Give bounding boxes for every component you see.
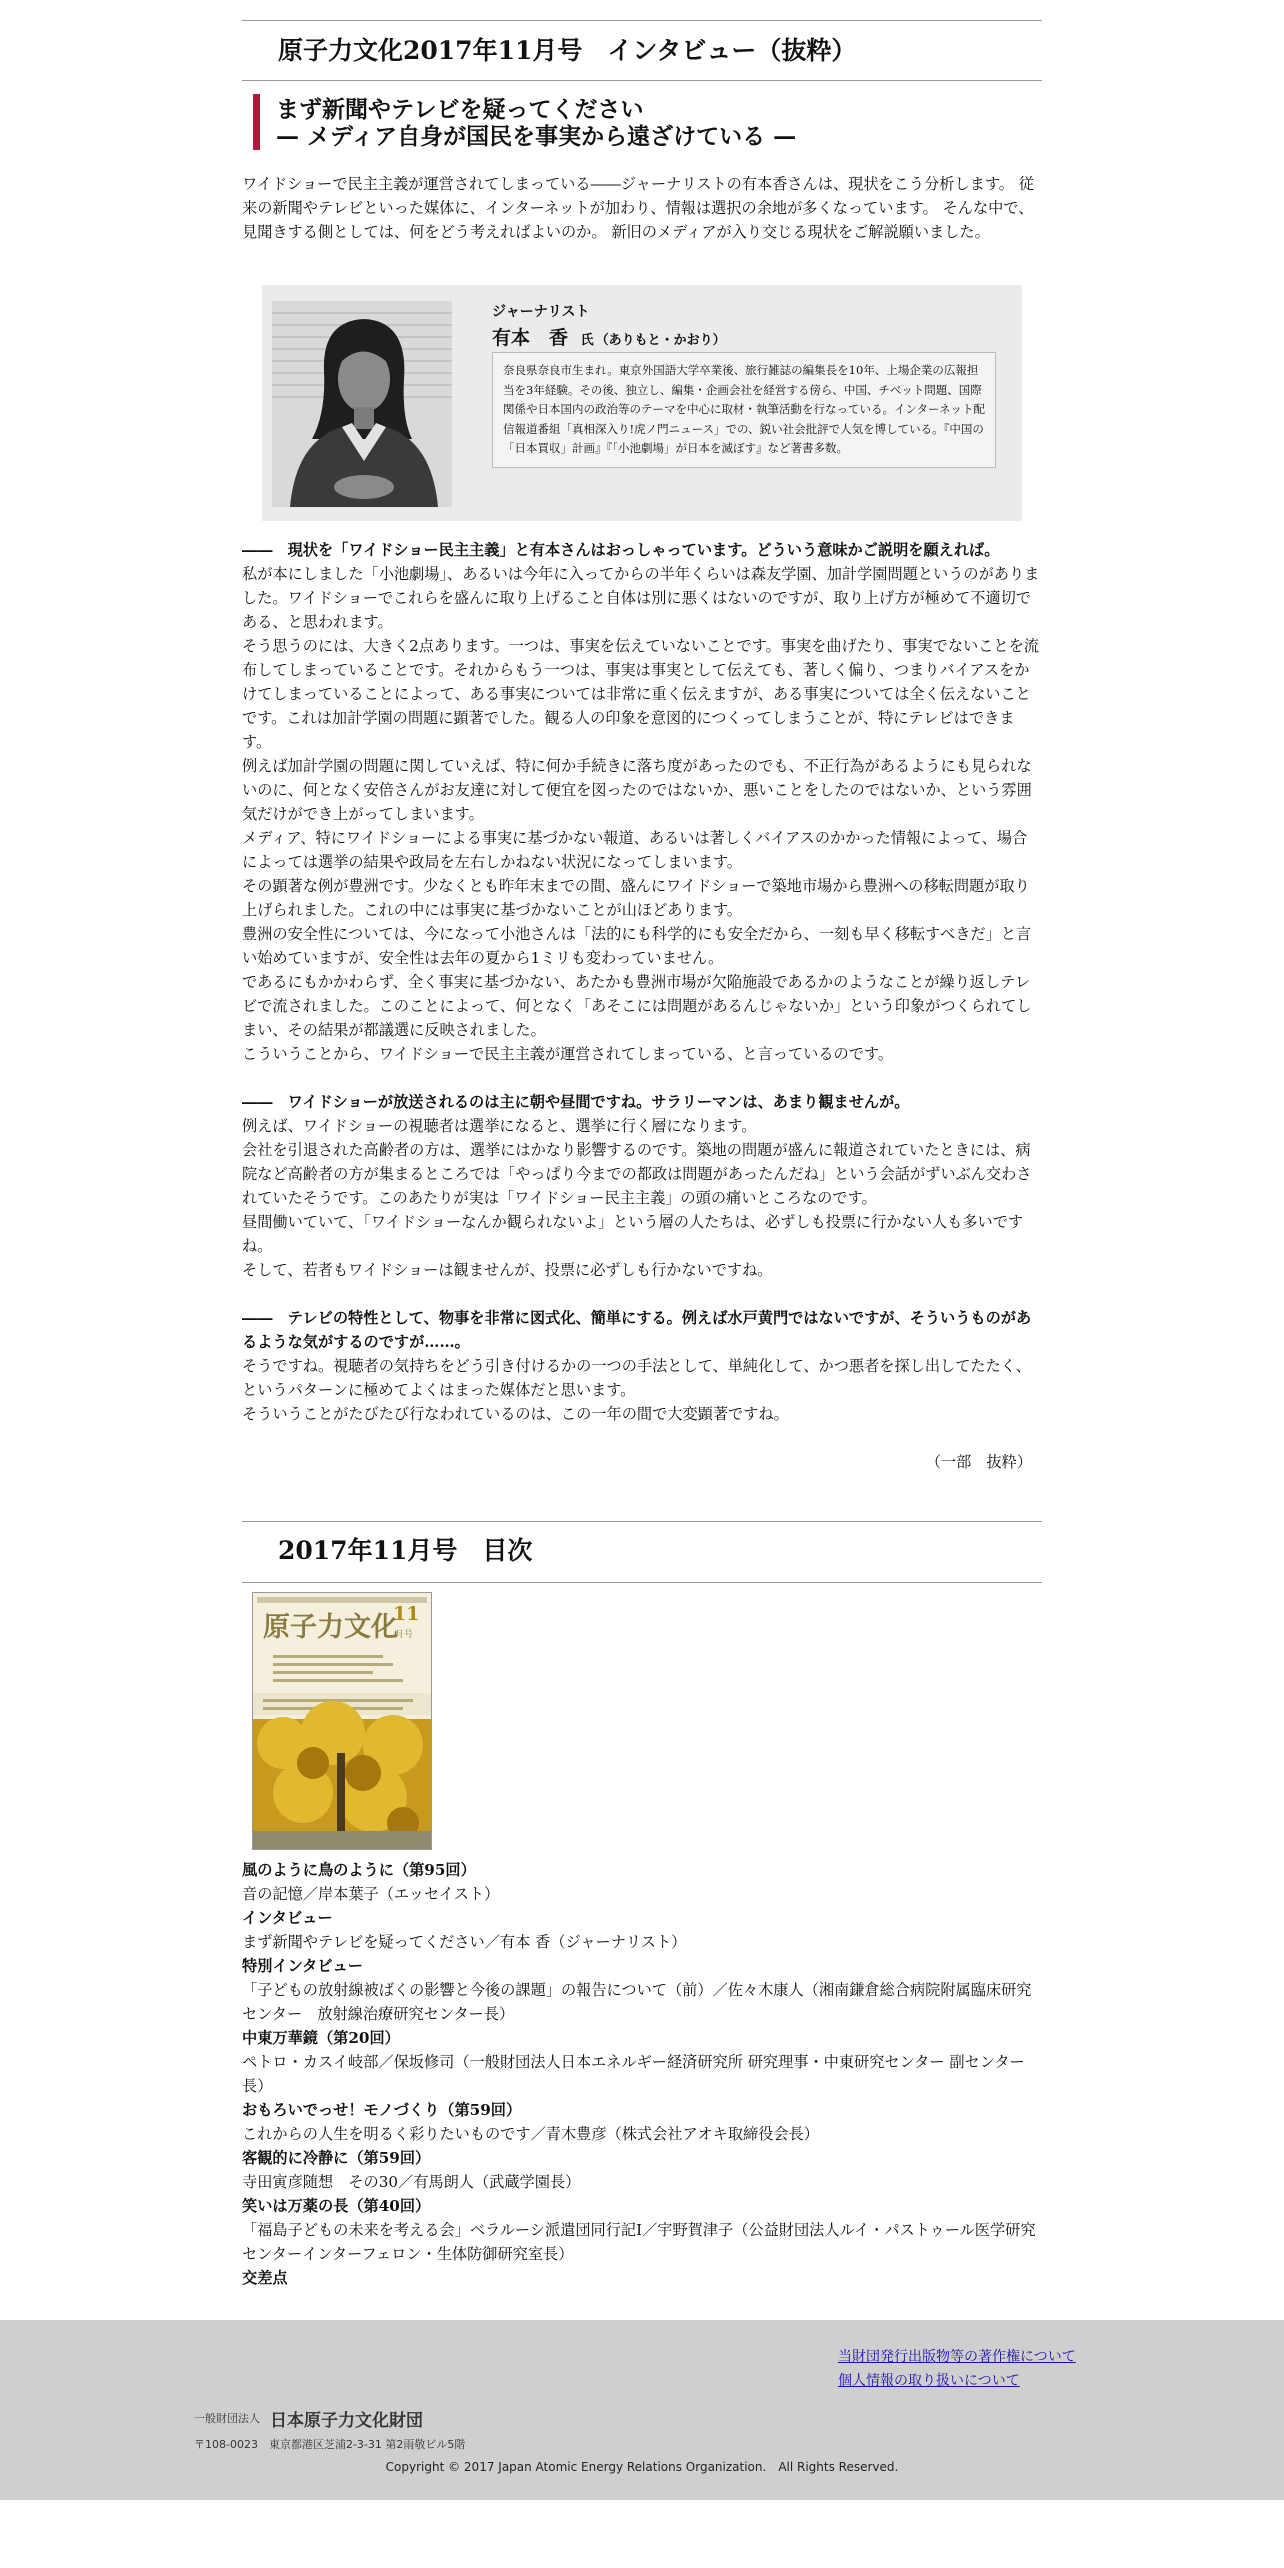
- portrait-image: [272, 301, 452, 507]
- profile-box: [262, 285, 1022, 521]
- org-prefix: 一般財団法人: [194, 2412, 260, 2425]
- question-3: ―― テレビの特性として、物事を非常に図式化、簡単にする。例えば水戸黄門ではないですが、そういうものがあるような気がするのですが……。: [242, 1309, 1032, 1351]
- answer-paragraph: そういうことがたびたび行なわれているのは、この一年の間で大変顕著ですね。: [242, 1405, 789, 1423]
- cover-issue-label: 月号: [395, 1630, 414, 1640]
- answer-paragraph: 例えば、ワイドショーの視聴者は選挙になると、選挙に行く層になります。: [242, 1117, 757, 1135]
- profile-bio: 奈良県奈良市生まれ。東京外国語大学卒業後、旅行雑誌の編集長を10年、上場企業の広報担当を3年経験。その後、独立し、編集・企画会社を経営する傍ら、中国、チベット問題、国際関係や日本国内の政治等のテーマを中心に取材・執筆活動を行なっている。インターネット配信報道番組「真相深入り!虎ノ門ニュース」での、鋭い社会批評で人気を博している。『中国の「日本買収」計画』『「小池劇場」が日本を滅ぼす』など著書多数。: [492, 352, 996, 468]
- top-divider: [242, 20, 1042, 21]
- profile-name-text: 有本 香: [492, 327, 569, 349]
- answer-paragraph: 昼間働いていて、「ワイドショーなんか観られないよ」という層の人たちは、必ずしも投票に行かない人も多いですね。: [242, 1213, 1024, 1255]
- toc-item-detail: 「子どもの放射線被ばくの影響と今後の課題」の報告について（前）／佐々木康人（湘南鎌倉総合病院附属臨床研究センター 放射線治療研究センター長）: [242, 1981, 1032, 2023]
- toc-item-heading: 客観的に冷静に（第59回）: [242, 2149, 431, 2167]
- toc-item-heading: 笑いは万薬の長（第40回）: [242, 2197, 431, 2215]
- toc-item-detail: 「福島子どもの未来を考える会」ベラルーシ派遣団同行記Ⅰ／宇野賀津子（公益財団法人ルイ・パストゥール医学研究センターインターフェロン・生体防御研究室長）: [242, 2221, 1036, 2263]
- toc-item-detail: これからの人生を明るく彩りたいものです／青木豊彦（株式会社アオキ取締役会長）: [242, 2125, 819, 2143]
- closing-note: （一部 抜粋）: [925, 1453, 1032, 1471]
- toc-item-heading: 風のように鳥のように（第95回）: [242, 1861, 476, 1879]
- answer-paragraph: メディア、特にワイドショーによる事実に基づかない報道、あるいは著しくバイアスのかかった情報によって、場合によっては選挙の結果や政局を左右しかねない状況になってしまいます。: [242, 829, 1028, 871]
- toc-list: [242, 1858, 1042, 2290]
- copyright-policy-link[interactable]: 当財団発行出版物等の著作権について: [838, 2349, 1076, 2365]
- toc-section-title: 2017年11月号 目次: [278, 1536, 533, 1565]
- answer-paragraph: その顕著な例が豊洲です。少なくとも昨年末までの間、盛んにワイドショーで築地市場から豊洲への移転問題が取り上げられました。これの中には事実に基づかないことが山ほどあります。: [242, 877, 1030, 919]
- question-1: ―― 現状を「ワイドショー民主主義」と有本さんはおっしゃっています。どういう意味かご説明を願えれば。: [242, 541, 1000, 559]
- profile-name: [492, 323, 726, 350]
- intro-paragraph: ワイドショーで民主主義が運営されてしまっている――ジャーナリストの有本香さんは、現状をこう分析します。 従来の新聞やテレビといった媒体に、インターネットが加わり、情報は選択の余地が多くなっています。 そんな中で、見聞きする側としては、何をどう考えればよいのか。 新旧のメディアが入り交じる現状をご解説願いました。: [242, 175, 1034, 241]
- profile-honorific: 氏: [580, 333, 594, 348]
- interview-body: [242, 538, 1042, 1474]
- spacer: [242, 1282, 1042, 1306]
- answer-paragraph: 例えば加計学園の問題に関していえば、特に何か手続きに落ち度があったのでも、不正行為があるようにも見られないのに、何となく安倍さんがお友達に対して便宜を図ったのではないか、悪いことをしたのではないか、という雰囲気だけができ上がってしまいます。: [242, 757, 1032, 823]
- headline: [276, 96, 796, 150]
- answer-paragraph: 会社を引退された高齢者の方は、選挙にはかなり影響するのです。築地の問題が盛んに報道されていたときには、病院など高齢者の方が集まるところでは「やっぱり今までの都政は問題があったんだね」という会話がずいぶん交わされていたそうです。このあたりが実は「ワイドショー民主主義」の頭の痛いところなのです。: [242, 1141, 1032, 1207]
- answer-paragraph: そう思うのには、大きく2点あります。一つは、事実を伝えていないことです。事実を曲げたり、事実でないことを流布してしまっていることです。それからもう一つは、事実は事実として伝えても、著しく偏り、つまりバイアスをかけてしまっていることによって、ある事実については非常に重く伝えますが、ある事実については全く伝えないことです。これは加計学園の問題に顕著でした。観る人の印象を意図的につくってしまうことが、特にテレビはできます。: [242, 637, 1039, 751]
- toc-item-detail: 音の記憶／岸本葉子（エッセイスト）: [242, 1885, 500, 1903]
- org-address: 〒108-0023 東京都港区芝浦2-3-31 第2雨敬ビル5階: [194, 2438, 466, 2451]
- title-divider: [242, 80, 1042, 81]
- privacy-policy-link[interactable]: 個人情報の取り扱いについて: [838, 2373, 1020, 2389]
- answer-paragraph: 私が本にしました「小池劇場」、あるいは今年に入ってからの半年くらいは森友学園、加計学園問題というのがありました。ワイドショーでこれらを盛んに取り上げること自体は別に悪くはないのですが、取り上げ方が極めて不適切である、と思われます。: [242, 565, 1040, 631]
- cover-issue-number: 11: [393, 1603, 420, 1625]
- question-2: ―― ワイドショーが放送されるのは主に朝や昼間ですね。サラリーマンは、あまり観ませんが。: [242, 1093, 910, 1111]
- toc-title-divider: [242, 1582, 1042, 1583]
- toc-item-heading: 中東万華鏡（第20回）: [242, 2029, 400, 2047]
- toc-top-divider: [242, 1521, 1042, 1522]
- headline-line2: — メディア自身が国民を事実から遠ざけている —: [276, 123, 797, 150]
- toc-item-detail: 寺田寅彦随想 その30／有馬朗人（武蔵学園長）: [242, 2173, 581, 2191]
- toc-item-heading: インタビュー: [242, 1909, 333, 1927]
- org-name: 日本原子力文化財団: [270, 2411, 423, 2431]
- toc-item-detail: まず新聞やテレビを疑ってください／有本 香（ジャーナリスト）: [242, 1933, 687, 1951]
- profile-reading: （ありもと・かおり）: [595, 333, 726, 348]
- cover-title: 原子力文化: [263, 1612, 398, 1643]
- footer: [0, 2320, 1284, 2500]
- answer-paragraph: そして、若者もワイドショーは観ませんが、投票に必ずしも行かないですね。: [242, 1261, 773, 1279]
- toc-item-heading: 交差点: [242, 2269, 288, 2287]
- toc-item-heading: 特別インタビュー: [242, 1957, 363, 1975]
- headline-accent-bar: [253, 94, 260, 150]
- answer-paragraph: こういうことから、ワイドショーで民主主義が運営されてしまっている、と言っているのです。: [242, 1045, 894, 1063]
- copyright-text: Copyright © 2017 Japan Atomic Energy Relations Organization. All Rights Reserved.: [385, 2460, 899, 2474]
- answer-paragraph: 豊洲の安全性については、今になって小池さんは「法的にも科学的にも安全だから、一刻も早く移転すべきだ」と言い始めていますが、安全性は去年の夏から1ミリも変わっていません。: [242, 925, 1032, 967]
- answer-paragraph: そうですね。視聴者の気持ちをどう引き付けるかの一つの手法として、単純化して、かつ悪者を探し出してたたく、というパターンに極めてよくはまった媒体だと思います。: [242, 1357, 1031, 1399]
- headline-line1: まず新聞やテレビを疑ってください: [276, 96, 644, 123]
- magazine-cover: [252, 1592, 432, 1850]
- answer-paragraph: であるにもかかわらず、全く事実に基づかない、あたかも豊洲市場が欠陥施設であるかのようなことが繰り返しテレビで流されました。このことによって、何となく「あそこには問題があるんじゃないか」という印象がつくられてしまい、その結果が都議選に反映されました。: [242, 973, 1032, 1039]
- profile-photo: [272, 301, 452, 507]
- intro-text: [242, 172, 1042, 244]
- toc-item-heading: おもろいでっせ！モノづくり（第59回）: [242, 2101, 522, 2119]
- spacer: [242, 1426, 1042, 1450]
- profile-role: ジャーナリスト: [492, 304, 590, 320]
- spacer: [242, 1066, 1042, 1090]
- interview-section-title: 原子力文化2017年11月号 インタビュー（抜粋）: [278, 36, 857, 65]
- toc-item-detail: ペトロ・カスイ岐部／保坂修司（一般財団法人日本エネルギー経済研究所 研究理事・中東研究センター 副センター長）: [242, 2053, 1025, 2095]
